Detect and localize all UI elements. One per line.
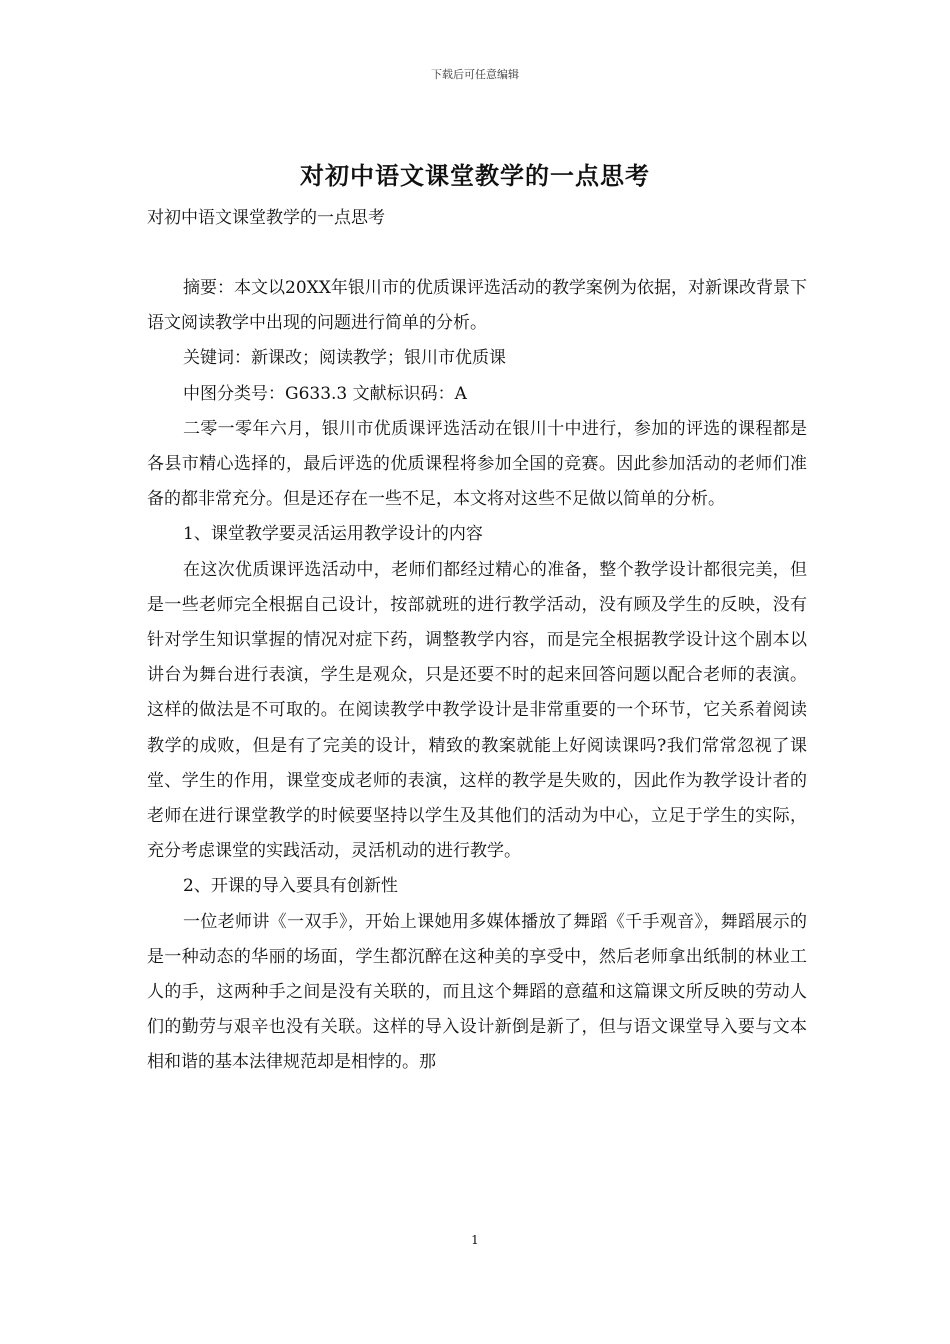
document-title: 对初中语文课堂教学的一点思考 [300, 161, 650, 190]
section-heading-1: 1、课堂教学要灵活运用教学设计的内容 [183, 524, 483, 545]
classification-paragraph: 中图分类号：G633.3 文献标识码：A [183, 383, 467, 404]
section-1-paragraph: 在这次优质课评选活动中，老师们都经过精心的准备，整个教学设计都很完美，但是一些老师完全根据自己设计，按部就班的进行教学活动，没有顾及学生的反映，没有针对学生知识掌握的情况对症下药，调整教学内容，而是完全根据教学设计这个剧本以讲台为舞台进行表演，学生是观众，只是还要不时的起来回答问题以配合老师的表演。这样的做法是不可取的。在阅读教学中教学设计是非常重要的一个环节，它关系着阅读教学的成败，但是有了完美的设计，精致的教案就能上好阅读课吗?我们常常忽视了课堂、学生的作用，课堂变成老师的表演，这样的教学是失败的，因此作为教学设计者的老师在进行课堂教学的时候要坚持以学生及其他们的活动为中心，立足于学生的实际，充分考虑课堂的实践活动，灵活机动的进行教学。 [147, 559, 807, 862]
section-heading-2: 2、开课的导入要具有创新性 [183, 876, 398, 897]
keywords-paragraph: 关键词：新课改；阅读教学；银川市优质课 [183, 348, 506, 369]
document-body [147, 271, 807, 1081]
document-subtitle: 对初中语文课堂教学的一点思考 [147, 208, 385, 228]
abstract-paragraph: 摘要：本文以20XX年银川市的优质课评选活动的教学案例为依据，对新课改背景下语文阅读教学中出现的问题进行简单的分析。 [147, 278, 807, 334]
page-number: 1 [471, 1233, 479, 1247]
header-note: 下载后可任意编辑 [431, 68, 519, 81]
intro-paragraph: 二零一零年六月，银川市优质课评选活动在银川十中进行，参加的评选的课程都是各县市精心选择的，最后评选的优质课程将参加全国的竞赛。因此参加活动的老师们准备的都非常充分。但是还存在一些不足，本文将对这些不足做以简单的分析。 [147, 418, 807, 510]
section-2-paragraph: 一位老师讲《一双手》，开始上课她用多媒体播放了舞蹈《千手观音》，舞蹈展示的是一种动态的华丽的场面，学生都沉醉在这种美的享受中，然后老师拿出纸制的林业工人的手，这两种手之间是没有关联的，而且这个舞蹈的意蕴和这篇课文所反映的劳动人们的勤劳与艰辛也没有关联。这样的导入设计新倒是新了，但与语文课堂导入要与文本相和谐的基本法律规范却是相悖的。那 [147, 911, 807, 1073]
